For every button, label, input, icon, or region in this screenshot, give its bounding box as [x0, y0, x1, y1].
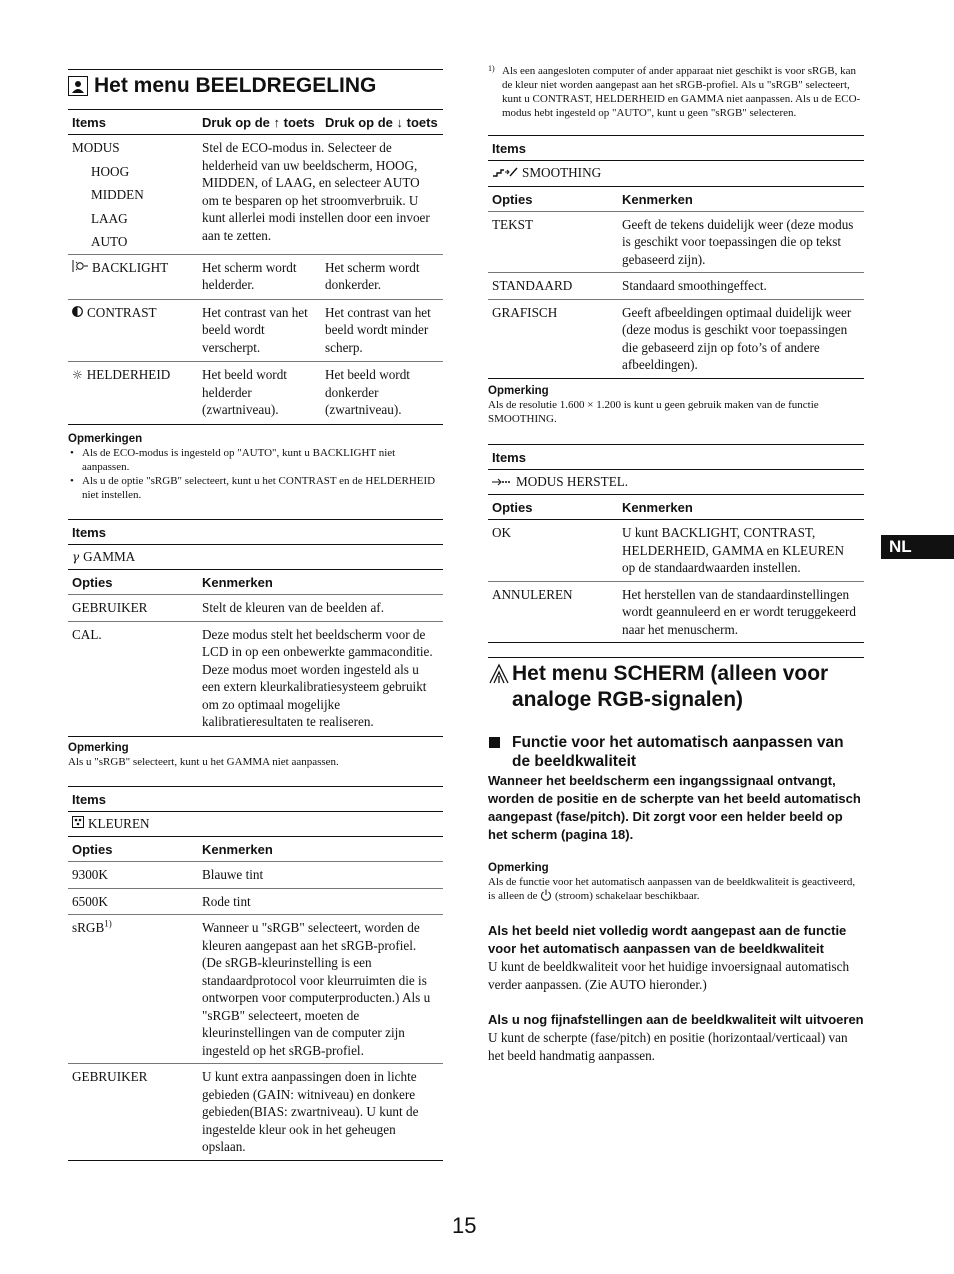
description-cell: Geeft de tekens duidelijk weer (deze modus is geschikt voor toepassingen die op tekst gebaseerd zijn).: [622, 216, 854, 267]
gamma-icon: γ: [72, 549, 80, 564]
bullet-square-icon: [489, 737, 500, 748]
sub-heading: [488, 733, 864, 771]
helderheid-label: HELDERHEID: [86, 367, 171, 382]
col-opties: Opties: [492, 500, 533, 515]
backlight-up-text: Het scherm wordt helderder.: [202, 259, 297, 292]
option-cell: GRAFISCH: [492, 304, 558, 320]
intro-paragraph: Wanneer het beeldscherm een ingangssignaal ontvangt, worden de positie en de scherpte van het beeld automatisch aangepast (fase/pitch). Dit zorgt voor een helder beeld op het scherm (pagina 18).: [488, 773, 861, 842]
modus-option: LAAG: [91, 210, 128, 226]
brightness-icon: ☼: [72, 368, 83, 382]
table-row: [68, 362, 443, 425]
description-cell: U kunt extra aanpassingen doen in lichte gebieden (GAIN: witniveau) en donkere gebieden(BIAS: zwartniveau). U kunt de ingestelde kleur ook in het geheugen opslaan.: [202, 1069, 419, 1154]
description-cell: Wanneer u "sRGB" selecteert, worden de kleuren aangepast aan het sRGB-profiel. (De sRGB-kleurinstelling is een standaardprotocol voor kleurruimten die is ontworpen voor computerproducten.) Als u "sRGB" selecteert, moeten de kleurinstellingen van de computer zijn ingesteld op het sRGB-profiel.: [202, 920, 431, 1058]
note-title: Opmerking: [68, 741, 129, 754]
option-cell: 9300K: [72, 867, 108, 882]
modus-herstel-label: MODUS HERSTEL.: [516, 473, 629, 489]
table-row: [68, 595, 443, 622]
table-row: [68, 299, 443, 362]
description-cell: Deze modus stelt het beeldscherm voor de LCD in op een onbewerkte gammaconditie. Deze modus moet worden ingesteld als u een extern kleurkalibratiesysteem gebruikt om zo optimaal mogelijke kalibratieresultaten te realiseren.: [202, 626, 433, 729]
sub-heading-text: Functie voor het automatisch aanpassen van de beeldkwaliteit: [512, 734, 844, 770]
option-cell: ANNULEREN: [492, 586, 573, 602]
language-tab: NL: [881, 535, 954, 559]
right-column: [488, 64, 864, 1064]
gamma-table: [68, 519, 443, 737]
section-title-scherm: [488, 657, 864, 713]
note-text-part: Als de functie voor het automatisch aanpassen van de beeldkwaliteit is geactiveerd, is alleen de: [488, 876, 856, 902]
table-row: [68, 862, 443, 889]
option-cell: sRGB: [72, 920, 105, 935]
col-kenmerken: Kenmerken: [202, 575, 273, 590]
left-column: [68, 69, 443, 1161]
col-opties: Opties: [492, 191, 533, 207]
option-cell: STANDAARD: [492, 278, 573, 293]
table-row: [68, 915, 443, 1064]
note-item: • Als u de optie "sRGB" selecteert, kunt u het CONTRAST en de HELDERHEID niet instellen.: [68, 474, 443, 502]
note-text: [488, 875, 864, 905]
section-title-text: Het menu BEELDREGELING: [94, 74, 377, 97]
modus-option: MIDDEN: [91, 187, 144, 202]
page-number: 15: [452, 1213, 477, 1238]
reset-icon: [492, 474, 512, 492]
person-picture-icon: [68, 76, 88, 96]
col-press-up: Druk op de ↑ toets: [202, 115, 315, 130]
notes-title: Opmerkingen: [68, 432, 143, 445]
table-row: [68, 888, 443, 915]
paragraph-text: U kunt de scherpte (fase/pitch) en positie (horizontaal/verticaal) van het beeld handmatig aanpassen.: [488, 1030, 848, 1063]
note-text-part: (stroom) schakelaar beschikbaar.: [554, 890, 700, 902]
footnote-text: Als een aangesloten computer of ander apparaat niet geschikt is voor sRGB, kan de kleur niet worden aangepast aan het sRGB-profiel. Als u "sRGB" selecteert, kunt u CONTRAST, HELDERHEID en GAMMA niet aanpassen. Als u de ECO-modus hebt ingesteld op "AUTO", kunt u geen "sRGB" selecteren.: [502, 65, 861, 119]
table-row: [488, 581, 864, 643]
note-title: Opmerking: [488, 384, 549, 397]
modus-option: AUTO: [91, 234, 128, 249]
smoothing-table: [488, 135, 864, 379]
col-items: Items: [72, 115, 106, 130]
table-row: [488, 273, 864, 300]
table-row: [488, 520, 864, 582]
kleuren-label: KLEUREN: [88, 815, 150, 831]
option-cell: 6500K: [72, 893, 108, 909]
description-cell: Standaard smoothingeffect.: [622, 278, 767, 293]
col-opties: Opties: [72, 575, 113, 590]
footnote-marker: 1): [488, 64, 495, 73]
modus-description: Stel de ECO-modus in. Selecteer de helderheid van uw beeldscherm, HOOG, MIDDEN, of LAAG, en selecteer AUTO om te besparen op het stroomverbruik. U kunt allerlei modi instellen door een invoer aan te zetten.: [202, 140, 430, 243]
modus-herstel-table: [488, 444, 864, 644]
note-block: [488, 861, 864, 905]
table-row: [488, 211, 864, 273]
description-cell: Het herstellen van de standaardinstellingen wordt geannuleerd en er wordt teruggekeerd naar het menuscherm.: [622, 586, 856, 637]
note-title: Opmerking: [488, 862, 549, 874]
col-kenmerken: Kenmerken: [622, 500, 693, 515]
backlight-label: BACKLIGHT: [92, 259, 169, 275]
backlight-icon: [72, 260, 88, 278]
table-row: [68, 135, 443, 255]
gamma-label: GAMMA: [83, 548, 136, 564]
col-items: Items: [492, 141, 526, 156]
description-cell: Rode tint: [202, 893, 251, 909]
col-items: Items: [492, 449, 526, 465]
kleuren-table: [68, 786, 443, 1161]
paragraph-heading: Als het beeld niet volledig wordt aangepast aan de functie voor het automatisch aanpassen van de beeldkwaliteit: [488, 923, 847, 956]
description-cell: Geeft afbeeldingen optimaal duidelijk weer (deze modus is geschikt voor toepassingen die gebaseerd zijn op foto’s of andere afbeeldingen).: [622, 304, 852, 372]
contrast-label: CONTRAST: [87, 304, 157, 320]
modus-option: HOOG: [91, 163, 130, 179]
col-opties: Opties: [72, 842, 113, 857]
paragraph-heading: Als u nog fijnafstellingen aan de beeldkwaliteit wilt uitvoeren: [488, 1012, 864, 1027]
footnote-ref: 1): [104, 918, 112, 929]
note-text: Als u "sRGB" selecteert, kunt u het GAMMA niet aanpassen.: [68, 755, 339, 768]
backlight-down-text: Het scherm wordt donkerder.: [325, 259, 420, 292]
smoothing-label: SMOOTHING: [522, 165, 602, 180]
power-icon: [540, 889, 552, 905]
col-items: Items: [72, 791, 106, 807]
col-items: Items: [72, 524, 106, 540]
description-cell: Blauwe tint: [202, 867, 264, 882]
contrast-down-text: Het contrast van het beeld wordt minder scherp.: [325, 304, 431, 355]
screen-adjust-icon: [488, 663, 512, 713]
col-kenmerken: Kenmerken: [622, 191, 693, 207]
description-cell: U kunt BACKLIGHT, CONTRAST, HELDERHEID, GAMMA en KLEUREN op de standaardwaarden instellen.: [622, 525, 844, 575]
paragraph-text: U kunt de beeldkwaliteit voor het huidige invoersignaal automatisch verder aanpassen. (Zie AUTO hieronder.): [488, 959, 850, 992]
beeldregeling-table: [68, 109, 443, 425]
color-icon: [72, 816, 84, 834]
option-cell: GEBRUIKER: [72, 1069, 148, 1084]
contrast-up-text: Het contrast van het beeld wordt verscherpt.: [202, 304, 308, 355]
helderheid-up-text: Het beeld wordt helderder (zwartniveau).: [202, 367, 287, 417]
smoothing-icon: [492, 165, 518, 183]
table-row: [68, 254, 443, 299]
section-title-beeldregeling: [68, 69, 443, 99]
option-cell: TEKST: [492, 216, 534, 232]
modus-label: MODUS: [72, 140, 120, 155]
col-press-down: Druk op de ↓ toets: [325, 115, 438, 130]
description-cell: Stelt de kleuren van de beelden af.: [202, 600, 384, 615]
helderheid-down-text: Het beeld wordt donkerder (zwartniveau).: [325, 367, 410, 417]
note-block: [488, 384, 864, 426]
notes-block: [68, 432, 443, 502]
note-item: • Als de ECO-modus is ingesteld op "AUTO", kunt u BACKLIGHT niet aanpassen.: [68, 446, 443, 474]
section-title-text: Het menu SCHERM (alleen voor analoge RGB-signalen): [512, 662, 829, 711]
table-row: [488, 299, 864, 378]
option-cell: CAL.: [72, 626, 102, 642]
table-row: [68, 621, 443, 736]
table-row: [68, 1064, 443, 1161]
note-block: [68, 741, 443, 769]
contrast-icon: [72, 305, 83, 323]
option-cell: GEBRUIKER: [72, 600, 148, 615]
col-kenmerken: Kenmerken: [202, 842, 273, 857]
footnote-block: [488, 64, 864, 120]
option-cell: OK: [492, 525, 512, 540]
note-text: Als de resolutie 1.600 × 1.200 is kunt u geen gebruik maken van de functie SMOOTHING.: [488, 398, 819, 425]
